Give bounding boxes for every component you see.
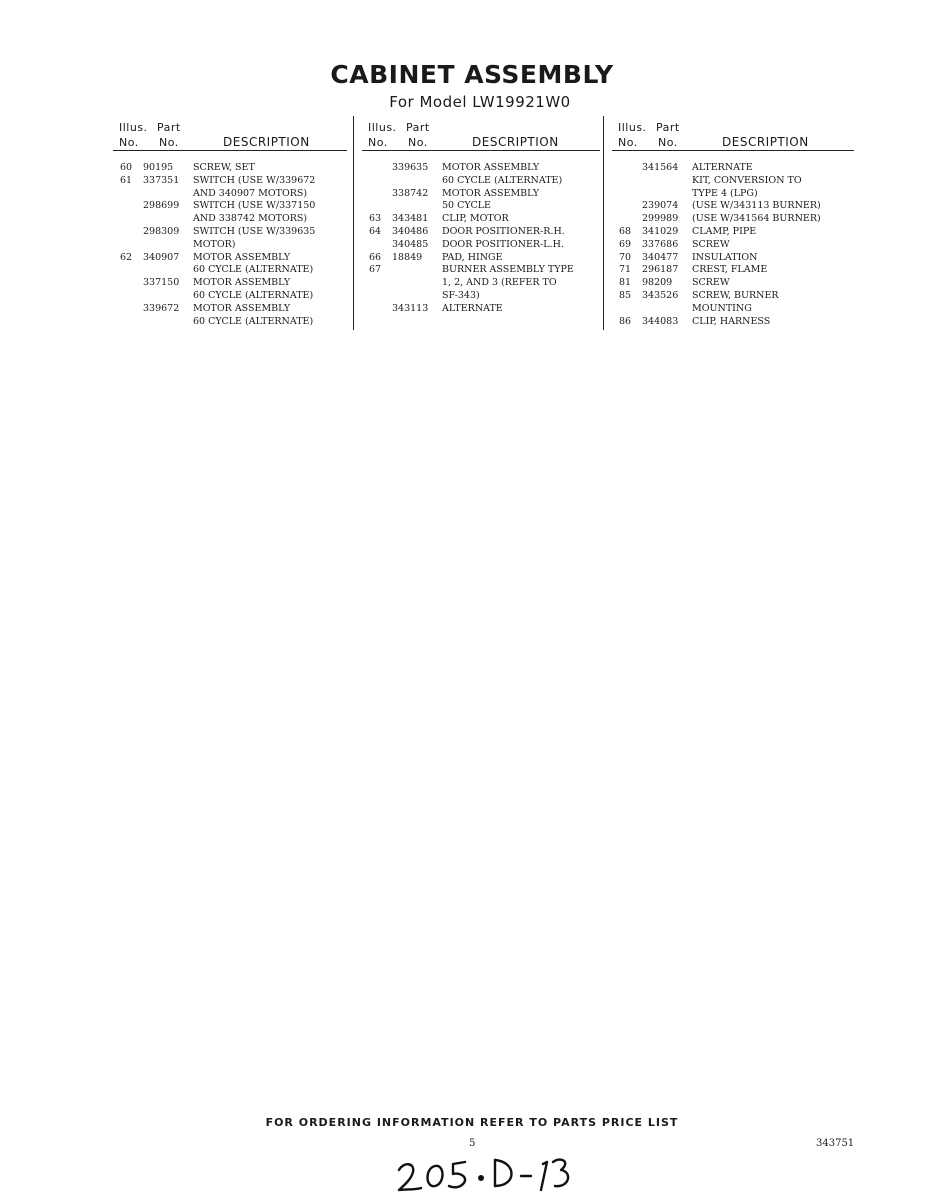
document-number: 343751 bbox=[816, 1138, 855, 1149]
header-illus-no: No. bbox=[119, 136, 139, 149]
table-row bbox=[612, 264, 854, 277]
illus-number: 85 bbox=[619, 289, 632, 301]
part-description: MOTOR ASSEMBLY bbox=[442, 187, 540, 199]
part-number: 343113 bbox=[392, 302, 429, 314]
illus-number: 63 bbox=[369, 213, 382, 225]
part-description: (USE W/341564 BURNER) bbox=[692, 213, 821, 225]
part-description: SWITCH (USE W/339672 bbox=[193, 174, 316, 186]
table-row bbox=[612, 175, 854, 188]
column-header bbox=[113, 118, 347, 152]
header-illus: Illus. bbox=[119, 121, 148, 134]
header-illus-no: No. bbox=[368, 136, 388, 149]
handwritten-note bbox=[395, 1152, 575, 1196]
parts-rows bbox=[612, 162, 854, 328]
header-part-no: No. bbox=[408, 136, 428, 149]
illus-number: 66 bbox=[369, 251, 382, 263]
illus-number: 69 bbox=[619, 238, 632, 250]
illus-number: 62 bbox=[120, 251, 133, 263]
part-description: SCREW bbox=[692, 277, 730, 289]
part-number: 298309 bbox=[143, 225, 180, 237]
column-divider bbox=[353, 116, 354, 330]
header-rule bbox=[113, 150, 347, 151]
column-header bbox=[612, 118, 854, 152]
part-description: SF-343) bbox=[442, 289, 480, 301]
illus-number: 81 bbox=[619, 277, 632, 289]
table-row bbox=[113, 162, 347, 175]
part-description: SCREW bbox=[692, 238, 730, 250]
part-description: AND 340907 MOTORS) bbox=[193, 187, 308, 199]
part-description: MOTOR ASSEMBLY bbox=[193, 302, 291, 314]
part-description: ALTERNATE bbox=[692, 162, 753, 173]
part-number: 343526 bbox=[642, 289, 679, 301]
table-row bbox=[113, 200, 347, 213]
header-part: Part bbox=[157, 121, 181, 134]
table-row bbox=[612, 162, 854, 175]
table-row bbox=[362, 239, 600, 252]
part-description: INSULATION bbox=[692, 251, 758, 263]
part-description: MOTOR ASSEMBLY bbox=[193, 277, 291, 289]
header-rule bbox=[362, 150, 600, 151]
part-number: 18849 bbox=[392, 251, 423, 263]
part-number: 340477 bbox=[642, 251, 679, 263]
table-row bbox=[612, 303, 854, 316]
table-row bbox=[612, 226, 854, 239]
part-description: 60 CYCLE (ALTERNATE) bbox=[193, 315, 314, 327]
table-row bbox=[612, 290, 854, 303]
part-number: 340485 bbox=[392, 238, 429, 250]
table-row bbox=[113, 226, 347, 239]
part-number: 340486 bbox=[392, 225, 429, 237]
part-description: CREST, FLAME bbox=[692, 264, 768, 276]
column-divider bbox=[603, 116, 604, 330]
parts-column-1 bbox=[113, 118, 347, 328]
illus-number: 68 bbox=[619, 225, 632, 237]
part-description: 60 CYCLE (ALTERNATE) bbox=[193, 264, 314, 276]
part-number: 339672 bbox=[143, 302, 180, 314]
header-part-no: No. bbox=[159, 136, 179, 149]
table-row bbox=[362, 200, 600, 213]
parts-column-3 bbox=[612, 118, 854, 328]
part-description: MOTOR ASSEMBLY bbox=[193, 251, 291, 263]
table-row bbox=[362, 226, 600, 239]
part-description: 60 CYCLE (ALTERNATE) bbox=[442, 174, 563, 186]
part-description: DOOR POSITIONER-L.H. bbox=[442, 238, 564, 250]
part-description: PAD, HINGE bbox=[442, 251, 503, 263]
header-description: DESCRIPTION bbox=[722, 135, 809, 149]
part-number: 337686 bbox=[642, 238, 679, 250]
table-row bbox=[362, 290, 600, 303]
table-row bbox=[113, 264, 347, 277]
part-description: 1, 2, AND 3 (REFER TO bbox=[442, 277, 557, 289]
table-row bbox=[113, 252, 347, 265]
ordering-footer: FOR ORDERING INFORMATION REFER TO PARTS PRICE LIST bbox=[265, 1116, 679, 1129]
header-part: Part bbox=[406, 121, 430, 134]
illus-number: 70 bbox=[619, 251, 632, 263]
illus-number: 67 bbox=[369, 264, 382, 276]
part-description: BURNER ASSEMBLY TYPE bbox=[442, 264, 574, 276]
table-row bbox=[612, 239, 854, 252]
table-row bbox=[612, 213, 854, 226]
table-row bbox=[612, 200, 854, 213]
illus-number: 71 bbox=[619, 264, 632, 276]
table-row bbox=[362, 252, 600, 265]
part-description: 60 CYCLE (ALTERNATE) bbox=[193, 289, 314, 301]
parts-column-2 bbox=[362, 118, 600, 316]
part-description: DOOR POSITIONER-R.H. bbox=[442, 225, 565, 237]
part-description: CLIP, MOTOR bbox=[442, 213, 509, 225]
part-description: ALTERNATE bbox=[442, 302, 503, 314]
table-row bbox=[612, 252, 854, 265]
part-number: 341564 bbox=[642, 162, 679, 173]
part-description: SCREW, SET bbox=[193, 162, 255, 173]
part-description: KIT, CONVERSION TO bbox=[692, 174, 802, 186]
header-part-no: No. bbox=[658, 136, 678, 149]
table-row bbox=[362, 213, 600, 226]
illus-number: 61 bbox=[120, 174, 133, 186]
part-number: 98209 bbox=[642, 277, 673, 289]
part-description: CLIP, HARNESS bbox=[692, 315, 771, 327]
header-part: Part bbox=[656, 121, 680, 134]
header-illus-no: No. bbox=[618, 136, 638, 149]
table-row bbox=[362, 162, 600, 175]
part-description: SWITCH (USE W/337150 bbox=[193, 200, 316, 212]
part-description: MOTOR ASSEMBLY bbox=[442, 162, 540, 173]
parts-rows bbox=[362, 162, 600, 316]
table-row bbox=[113, 303, 347, 316]
part-description: AND 338742 MOTORS) bbox=[193, 213, 308, 225]
part-number: 90195 bbox=[143, 162, 174, 173]
table-row bbox=[362, 188, 600, 201]
table-row bbox=[362, 264, 600, 277]
illus-number: 64 bbox=[369, 225, 382, 237]
part-description: (USE W/343113 BURNER) bbox=[692, 200, 821, 212]
part-description: SCREW, BURNER bbox=[692, 289, 779, 301]
header-illus: Illus. bbox=[618, 121, 647, 134]
part-number: 337351 bbox=[143, 174, 180, 186]
table-row bbox=[612, 277, 854, 290]
part-description: TYPE 4 (LPG) bbox=[692, 187, 758, 199]
part-number: 298699 bbox=[143, 200, 180, 212]
parts-rows bbox=[113, 162, 347, 328]
table-row bbox=[362, 277, 600, 290]
part-description: MOTOR) bbox=[193, 238, 236, 250]
part-number: 337150 bbox=[143, 277, 180, 289]
header-illus: Illus. bbox=[368, 121, 397, 134]
table-row bbox=[362, 175, 600, 188]
illus-number: 86 bbox=[619, 315, 632, 327]
table-row bbox=[113, 290, 347, 303]
part-number: 341029 bbox=[642, 225, 679, 237]
page-number: 5 bbox=[469, 1138, 476, 1149]
table-row bbox=[113, 213, 347, 226]
table-row bbox=[362, 303, 600, 316]
part-description: SWITCH (USE W/339635 bbox=[193, 225, 316, 237]
header-description: DESCRIPTION bbox=[223, 135, 310, 149]
table-row bbox=[113, 316, 347, 329]
part-number: 239074 bbox=[642, 200, 679, 212]
part-description: CLAMP, PIPE bbox=[692, 225, 757, 237]
part-number: 343481 bbox=[392, 213, 429, 225]
table-row bbox=[113, 239, 347, 252]
part-description: 50 CYCLE bbox=[442, 200, 491, 212]
header-description: DESCRIPTION bbox=[472, 135, 559, 149]
page-title: CABINET ASSEMBLY bbox=[330, 60, 614, 89]
part-description: MOUNTING bbox=[692, 302, 752, 314]
part-number: 344083 bbox=[642, 315, 679, 327]
column-header bbox=[362, 118, 600, 152]
part-number: 339635 bbox=[392, 162, 429, 173]
part-number: 340907 bbox=[143, 251, 180, 263]
part-number: 299989 bbox=[642, 213, 679, 225]
table-row bbox=[113, 277, 347, 290]
model-subtitle: For Model LW19921W0 bbox=[389, 93, 571, 111]
table-row bbox=[113, 188, 347, 201]
illus-number: 60 bbox=[120, 162, 133, 173]
table-row bbox=[612, 316, 854, 329]
header-rule bbox=[612, 150, 854, 151]
table-row bbox=[612, 188, 854, 201]
table-row bbox=[113, 175, 347, 188]
part-number: 338742 bbox=[392, 187, 429, 199]
part-number: 296187 bbox=[642, 264, 679, 276]
